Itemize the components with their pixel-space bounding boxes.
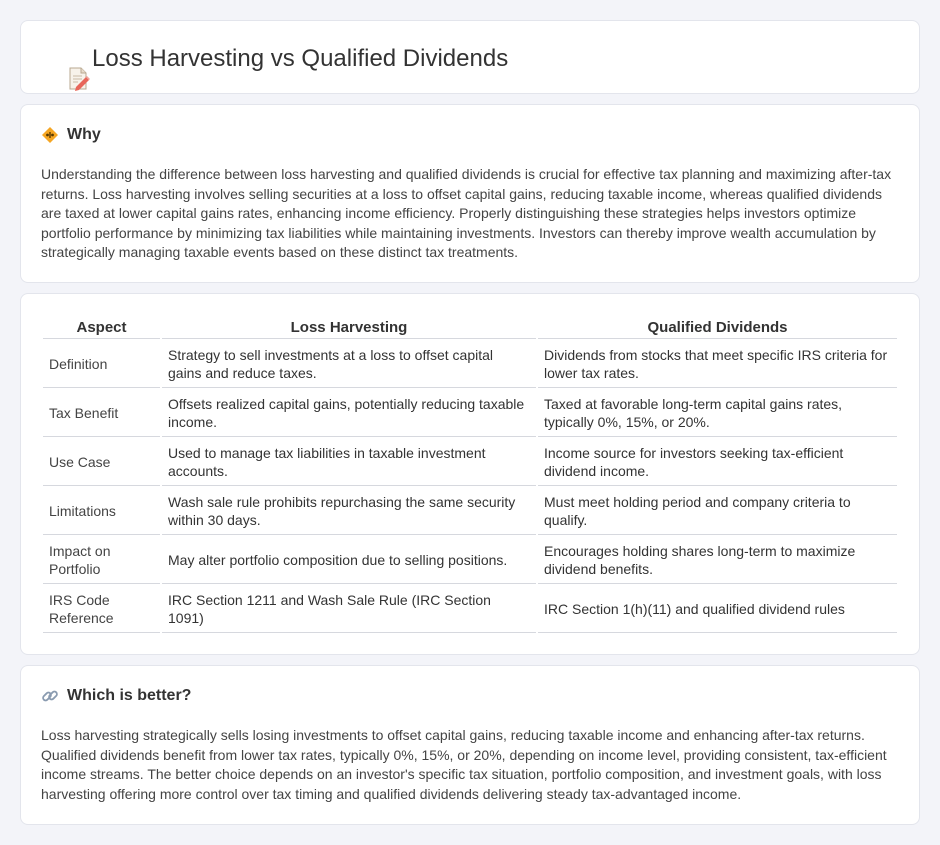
better-heading-text: Which is better? <box>67 687 192 704</box>
table-cell-aspect: Impact on Portfolio <box>43 537 160 584</box>
table-cell-loss-harvesting: May alter portfolio composition due to selling positions. <box>162 537 536 584</box>
why-heading <box>41 126 101 144</box>
header-card <box>20 20 920 94</box>
document-pencil-icon <box>67 67 91 96</box>
link-icon <box>41 687 61 705</box>
page-title: Loss Harvesting vs Qualified Dividends <box>92 45 509 72</box>
table-row <box>43 341 897 388</box>
table-cell-qualified-dividends: Income source for investors seeking tax-efficient dividend income. <box>538 439 897 486</box>
table-cell-qualified-dividends: Encourages holding shares long-term to maximize dividend benefits. <box>538 537 897 584</box>
better-body: Loss harvesting strategically sells losing investments to offset capital gains, reducing taxable income and enhancing after-tax returns. Qualified dividends benefit from lower tax rates, typically 0%, 15%, or 20%, depending on income level, providing consistent, tax-efficient income streams. The better choice depends on an investor's specific tax situation, portfolio composition, and investment goals, with loss harvesting offering more control over tax timing and qualified dividends delivering steady tax-advantaged income. <box>41 727 887 802</box>
table-cell-aspect: Definition <box>43 341 160 388</box>
better-heading <box>41 687 191 705</box>
comparison-table-card <box>20 293 920 655</box>
table-row <box>43 537 897 584</box>
table-row <box>43 488 897 535</box>
table-cell-loss-harvesting: Offsets realized capital gains, potentially reducing taxable income. <box>162 390 536 437</box>
table-header-qualified-dividends: Qualified Dividends <box>538 316 897 339</box>
table-cell-aspect: Use Case <box>43 439 160 486</box>
table-cell-loss-harvesting: Strategy to sell investments at a loss to offset capital gains and reduce taxes. <box>162 341 536 388</box>
why-heading-text: Why <box>67 126 101 143</box>
table-header-loss-harvesting: Loss Harvesting <box>162 316 536 339</box>
table-cell-loss-harvesting: Used to manage tax liabilities in taxable investment accounts. <box>162 439 536 486</box>
table-cell-qualified-dividends: Taxed at favorable long-term capital gains rates, typically 0%, 15%, or 20%. <box>538 390 897 437</box>
table-cell-aspect: Tax Benefit <box>43 390 160 437</box>
diamond-sign-icon <box>41 126 61 144</box>
table-row <box>43 390 897 437</box>
table-cell-qualified-dividends: IRC Section 1(h)(11) and qualified dividend rules <box>538 586 897 633</box>
table-header-row <box>43 316 897 339</box>
comparison-table <box>41 314 899 635</box>
table-cell-loss-harvesting: Wash sale rule prohibits repurchasing the same security within 30 days. <box>162 488 536 535</box>
table-header-aspect: Aspect <box>43 316 160 339</box>
table-cell-aspect: IRS Code Reference <box>43 586 160 633</box>
table-row <box>43 439 897 486</box>
table-row <box>43 586 897 633</box>
why-body: Understanding the difference between loss harvesting and qualified dividends is crucial for effective tax planning and maximizing after-tax returns. Loss harvesting involves selling securities at a loss to offset capital gains, reducing taxable income, whereas qualified dividends are taxed at lower capital gains rates, enhancing income efficiency. Properly distinguishing these strategies helps investors optimize portfolio performance by minimizing tax liabilities while maintaining investments. Investors can thereby improve wealth accumulation by strategically managing taxable events based on these distinct tax treatments. <box>41 166 892 261</box>
table-cell-aspect: Limitations <box>43 488 160 535</box>
which-is-better-section <box>20 665 920 825</box>
why-section <box>20 104 920 283</box>
table-cell-loss-harvesting: IRC Section 1211 and Wash Sale Rule (IRC Section 1091) <box>162 586 536 633</box>
table-cell-qualified-dividends: Dividends from stocks that meet specific IRS criteria for lower tax rates. <box>538 341 897 388</box>
table-cell-qualified-dividends: Must meet holding period and company criteria to qualify. <box>538 488 897 535</box>
